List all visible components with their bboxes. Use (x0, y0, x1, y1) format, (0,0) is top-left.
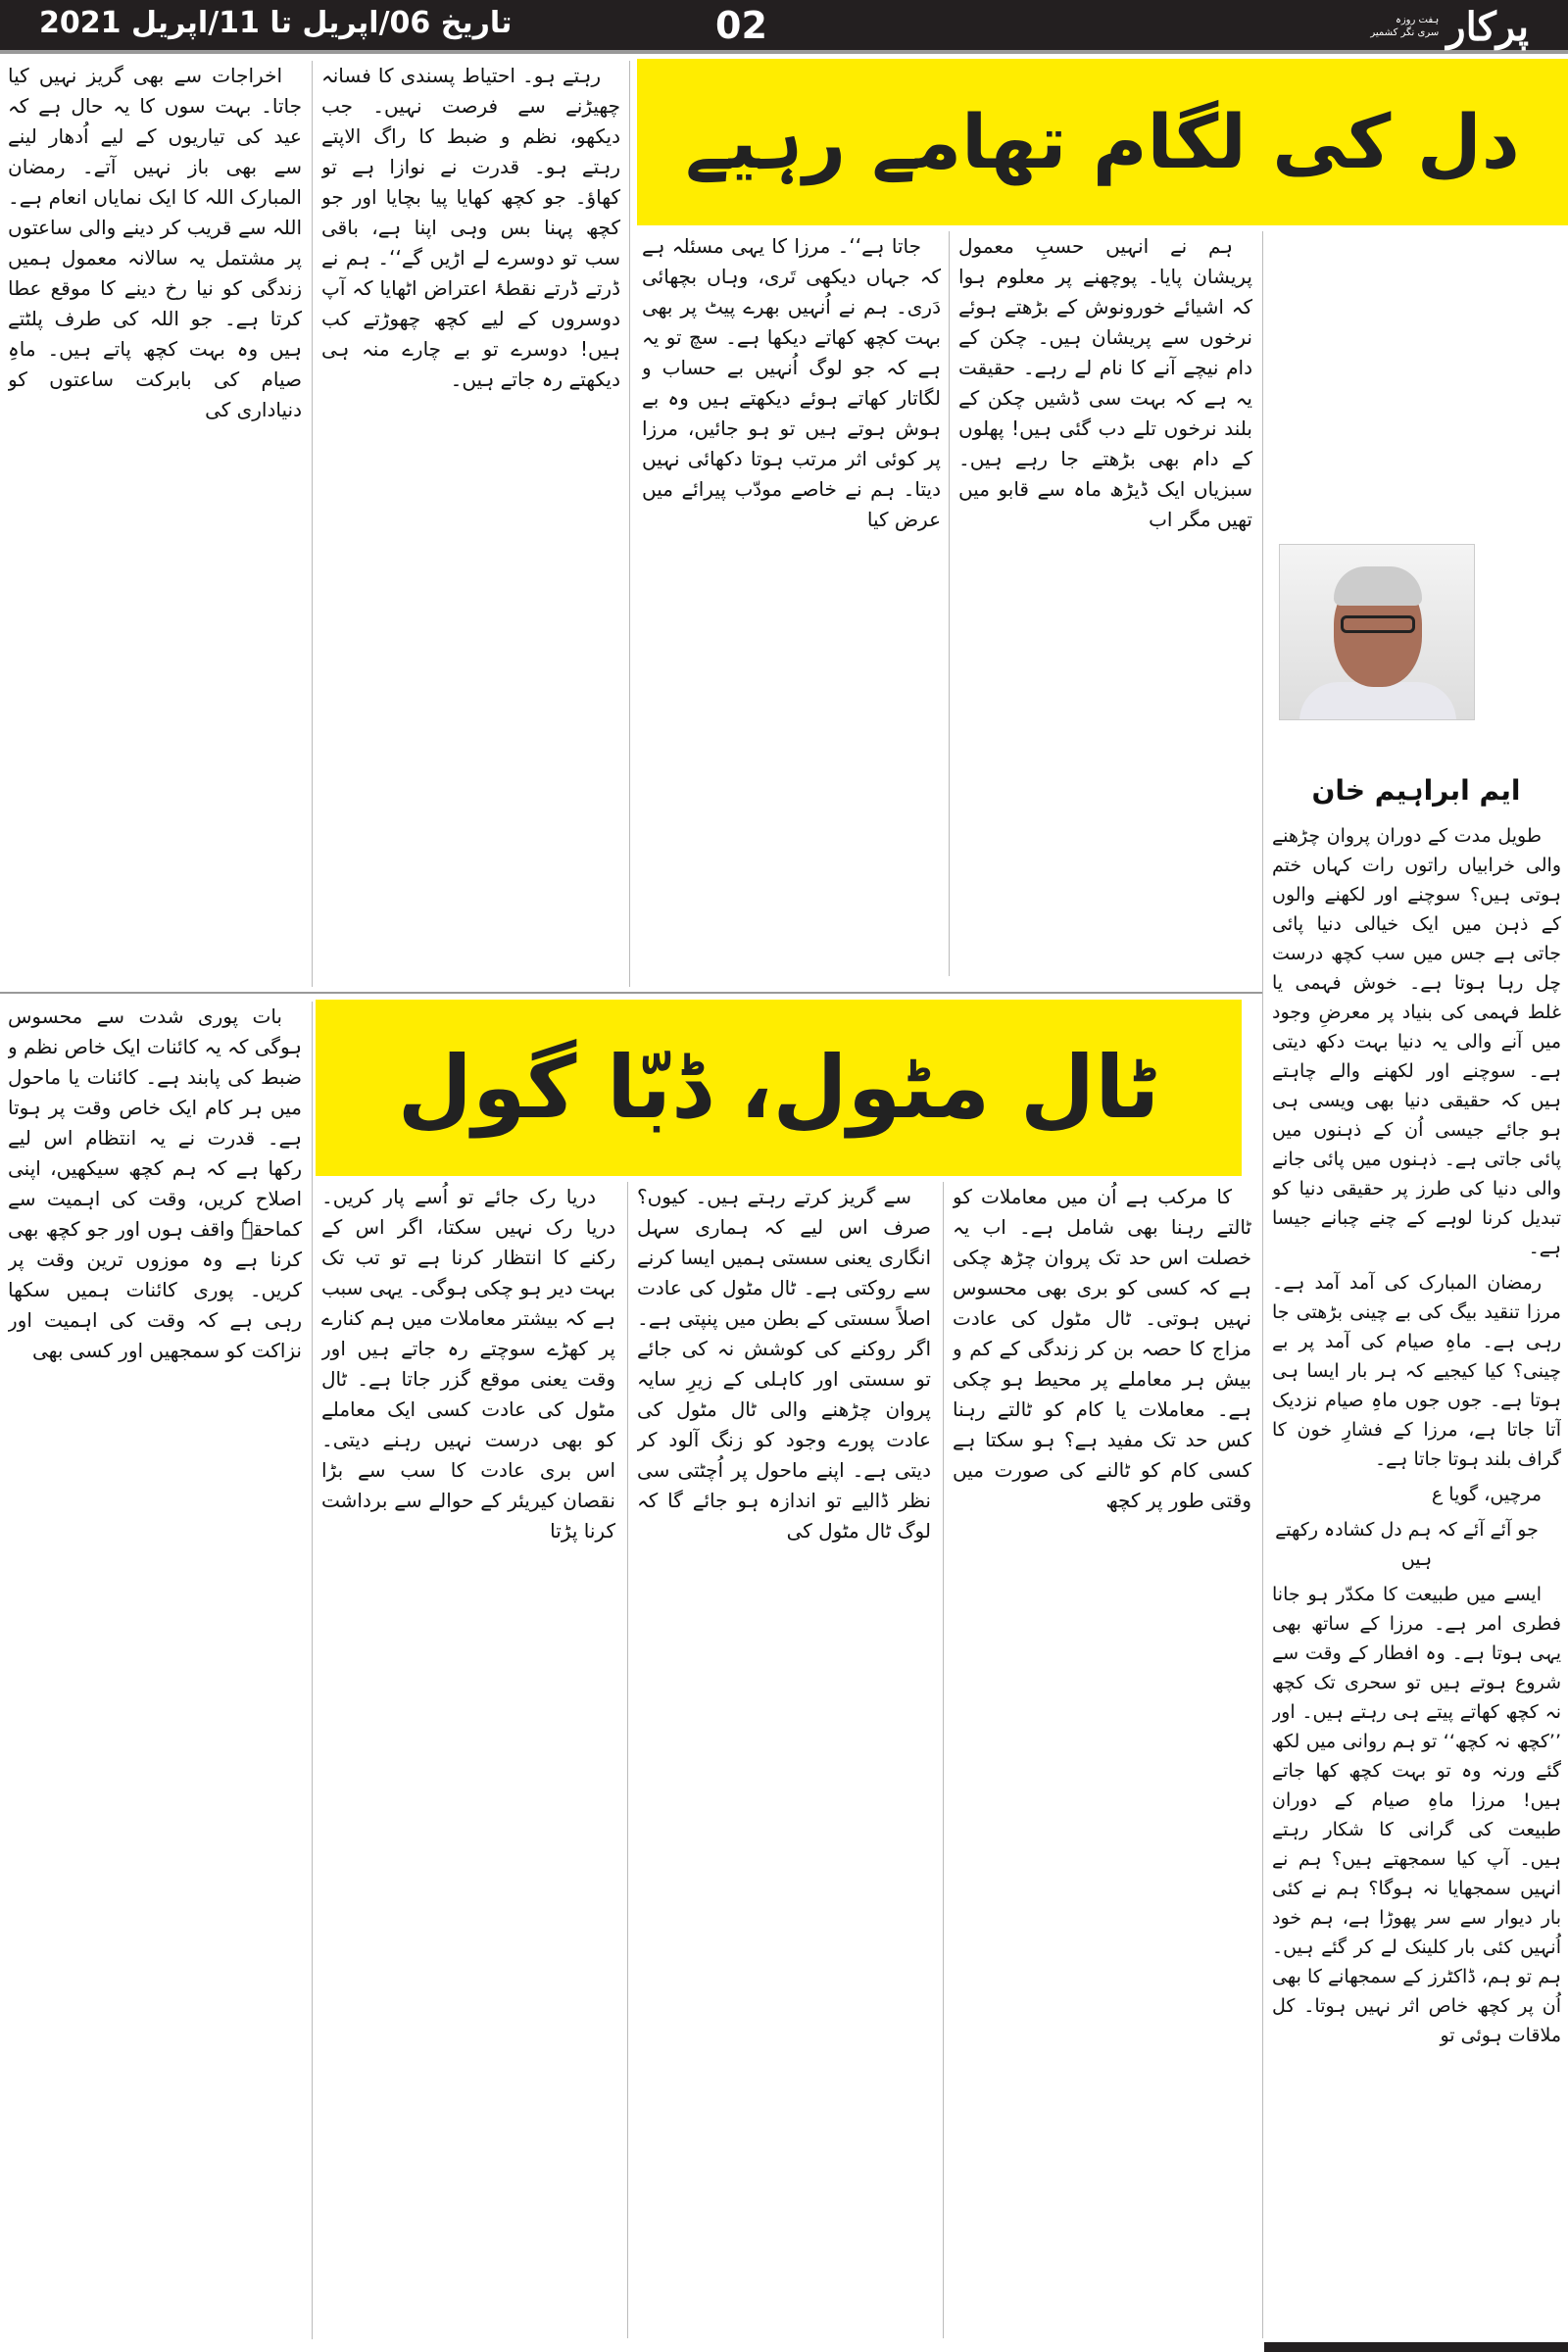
column-text: کا مرکب ہے اُن میں معاملات کو ٹالتے رہنا بھی شامل ہے۔ اب یہ خصلت اس حد تک پروان چڑھ چکی ہے کہ کسی کو بری بھی محسوس نہیں ہوتی۔ ٹال مٹول کی عادت مزاج کا حصہ بن کر زندگی کے کم و بیش ہر معاملے پر محیط ہو چکی ہے۔ معاملات یا کام کو ٹالتے رہنا کس حد تک مفید ہے؟ ہو سکتا ہے کسی کام کو ٹالنے کی صورت میں وقتی طور پر کچھ (953, 1185, 1251, 1512)
footer-bar (1264, 2342, 1568, 2352)
issue-date: تاریخ 06/اپریل تا 11/اپریل 2021 (39, 6, 513, 40)
sidebar-column (1272, 821, 1561, 2335)
author-photo (1279, 544, 1475, 720)
article2-column (953, 1182, 1251, 2338)
author-name: ایم ابراہیم خان (1311, 774, 1521, 807)
page-number: 02 (715, 4, 767, 47)
column-rule (629, 61, 630, 987)
newspaper-logo: پرکار (1446, 3, 1529, 50)
article1-column (321, 61, 620, 987)
article2-column (8, 1002, 302, 2339)
headline-1: دل کی لگام تھامے رہیے (637, 59, 1568, 225)
paragraph: مرچیں، گویا ع (1431, 1484, 1542, 1505)
paragraph: طویل مدت کے دوران پروان چڑھنے والی خرابیاں راتوں رات کہاں ختم ہوتی ہیں؟ سوچنے اور لکھنے والوں کے ذہن میں ایک خیالی دنیا پائی جاتی ہے جس میں سب کچھ درست چل رہا ہوتا ہے۔ خوش فہمی یا غلط فہمی کی بنیاد پر معرضِ وجود میں آنے والی یہ دنیا بہت دکھ دیتی ہے۔ سوچنے اور لکھنے والے چاہتے ہیں کہ حقیقی دنیا بھی ویسی ہی ہو جائے جیسی اُن کے ذہنوں میں پائی جاتی ہے۔ ذہنوں میں پائی جانے والی دنیا کی طرز پر حقیقی دنیا کو تبدیل کرنا لوہے کے چنے چبانے جیسا ہے۔ (1272, 825, 1561, 1258)
column-rule (949, 231, 950, 976)
section-divider (0, 992, 1262, 994)
page-header (0, 0, 1568, 54)
column-rule (943, 1182, 944, 2338)
column-text: ہم نے انہیں حسبِ معمول پریشان پایا۔ پوچھنے پر معلوم ہوا کہ اشیائے خورونوش کے بڑھتے ہوئے نرخوں سے پریشان ہیں۔ چکن کے دام نیچے آنے کا نام لے رہے۔ حقیقت یہ ہے کہ بہت سی ڈشیں چکن کے بلند نرخوں تلے دب گئی ہیں! پھلوں کے دام بھی بڑھتے جا رہے ہیں۔ سبزیاں ایک ڈیڑھ ماہ سے قابو میں تھیں مگر اب (958, 234, 1252, 531)
column-rule (627, 1182, 628, 2338)
paragraph: رمضان المبارک کی آمد آمد ہے۔ مرزا تنقید بیگ کی بے چینی بڑھتی جا رہی ہے۔ ماہِ صیام کی آمد پر بے چینی؟ کیا کیجیے کہ ہر بار ایسا ہی ہوتا ہے۔ جوں جوں ماہِ صیام نزدیک آتا جاتا ہے، مرزا کے فشارِ خون کا گراف بلند ہوتا جاتا ہے۔ (1272, 1272, 1561, 1470)
frequency-label: ہفت روزہ (1395, 15, 1440, 25)
column-text: اخراجات سے بھی گریز نہیں کیا جاتا۔ بہت سوں کا یہ حال ہے کہ عید کی تیاریوں کے لیے اُدھار لینے سے بھی باز نہیں آتے۔ رمضان المبارک اللہ کا ایک نمایاں انعام ہے۔ اللہ سے قریب کر دینے والی ساعتوں پر مشتمل یہ سالانہ معمول ہمیں زندگی کو نیا رخ دینے کا موقع عطا کرتا ہے۔ جو اللہ کی طرف پلٹتے ہیں وہ بہت کچھ پاتے ہیں۔ ماہِ صیام کی بابرکت ساعتوں کو دنیاداری کی (8, 64, 302, 421)
column-text: رہتے ہو۔ احتیاط پسندی کا فسانہ چھیڑنے سے فرصت نہیں۔ جب دیکھو، نظم و ضبط کا راگ الاپتے رہتے ہو۔ قدرت نے نوازا ہے تو کھاؤ۔ جو کچھ کھایا پیا بچایا اور جو کچھ پہنا بس وہی اپنا ہے، باقی سب تو دوسرے لے اڑیں گے‘‘۔ ہم نے ڈرتے ڈرتے نقطۂ اعتراض اٹھایا کہ آپ دوسروں کے لیے کچھ چھوڑتے کب ہیں! دوسرے تو بے چارے منہ ہی دیکھتے رہ جاتے ہیں۔ (321, 64, 620, 391)
article1-column (642, 231, 941, 976)
masthead-subtitle (1370, 14, 1439, 39)
verse: جو آئے آئے کہ ہم دل کشادہ رکھتے ہیں (1275, 1519, 1539, 1570)
paragraph: ایسے میں طبیعت کا مکدّر ہو جانا فطری امر ہے۔ مرزا کے ساتھ بھی یہی ہوتا ہے۔ وہ افطار کے وقت سے شروع ہوتے ہیں تو سحری تک کچھ نہ کچھ کھاتے پیتے ہی رہتے ہیں۔ اور ’’کچھ نہ کچھ‘‘ تو ہم روانی میں لکھ گئے ورنہ وہ تو بہت کچھ کھا جاتے ہیں! مرزا ماہِ صیام کے دوران طبیعت کی گرانی کا شکار رہتے ہیں۔ آپ کیا سمجھتے ہیں؟ ہم نے انہیں سمجھایا نہ ہوگا؟ ہم نے کئی بار دیوار سے سر پھوڑا ہے، ہم خود اُنہیں کئی بار کلینک لے کر گئے ہیں۔ ہم تو ہم، ڈاکٹرز کے سمجھانے کا بھی اُن پر کچھ خاص اثر نہیں ہوتا۔ کل ملاقات ہوئی تو (1272, 1584, 1561, 2046)
column-text: سے گریز کرتے رہتے ہیں۔ کیوں؟ صرف اس لیے کہ ہماری سہل انگاری یعنی سستی ہمیں ایسا کرنے سے روکتی ہے۔ ٹال مٹول کی عادت اصلاً سستی کے بطن میں پنپتی ہے۔ اگر روکنے کی کوشش نہ کی جائے تو سستی اور کاہلی کے زیرِ سایہ پروان چڑھنے والی ٹال مٹول کی عادت پورے وجود کو زنگ آلود کر دیتی ہے۔ اپنے ماحول پر اُچٹتی سی نظر ڈالیے تو اندازہ ہو جائے گا کہ لوگ ٹال مٹول کی (637, 1185, 931, 1543)
column-rule (1262, 231, 1263, 2338)
city-label: سری نگر کشمیر (1370, 27, 1440, 38)
column-rule (312, 61, 313, 987)
column-text: دریا رک جائے تو اُسے پار کریں۔ دریا رک نہیں سکتا، اگر اس کے رکنے کا انتظار کرنا ہے تو تب تک بہت دیر ہو چکی ہوگی۔ یہی سبب ہے کہ بیشتر معاملات میں ہم کنارے پر کھڑے سوچتے رہ جاتے ہیں اور وقت یعنی موقع گزر جاتا ہے۔ ٹال مٹول کی عادت کسی ایک معاملے کو بھی درست نہیں رہنے دیتی۔ اس بری عادت کا سب سے بڑا نقصان کیریئر کے حوالے سے برداشت کرنا پڑتا (321, 1185, 615, 1543)
article1-column (8, 61, 302, 987)
article2-column (321, 1182, 615, 2338)
column-rule (312, 1002, 313, 2339)
article2-column (637, 1182, 931, 2338)
column-text: بات پوری شدت سے محسوس ہوگی کہ یہ کائنات ایک خاص نظم و ضبط کی پابند ہے۔ کائنات یا ماحول میں ہر کام ایک خاص وقت پر ہوتا ہے۔ قدرت نے یہ انتظام اس لیے رکھا ہے کہ ہم کچھ سیکھیں، اپنی اصلاح کریں، وقت کی اہمیت سے کماحقہٗ واقف ہوں اور جو کچھ بھی کرنا ہے وہ موزوں ترین وقت پر کریں۔ پوری کائنات ہمیں سکھا رہی ہے کہ وقت کی اہمیت اور نزاکت کو سمجھیں اور کسی بھی (8, 1004, 302, 1362)
article1-column (958, 231, 1252, 976)
headline-2: ٹال مٹول، ڈبّا گول (316, 1000, 1242, 1176)
column-text: جاتا ہے‘‘۔ مرزا کا یہی مسئلہ ہے کہ جہاں دیکھی تَری، وہاں بچھائی دَری۔ ہم نے اُنہیں بھرے پیٹ پر بھی بہت کچھ کھاتے دیکھا ہے۔ سچ تو یہ ہے کہ جو لوگ اُنہیں بے حساب و لگاتار کھاتے ہوئے دیکھتے ہیں وہ بے ہوش ہوتے ہیں تو ہو جائیں، مرزا پر کوئی اثر مرتب ہوتا دکھائی نہیں دیتا۔ ہم نے خاصے مودّب پیرائے میں عرض کیا (642, 234, 941, 531)
masthead (1370, 2, 1529, 51)
